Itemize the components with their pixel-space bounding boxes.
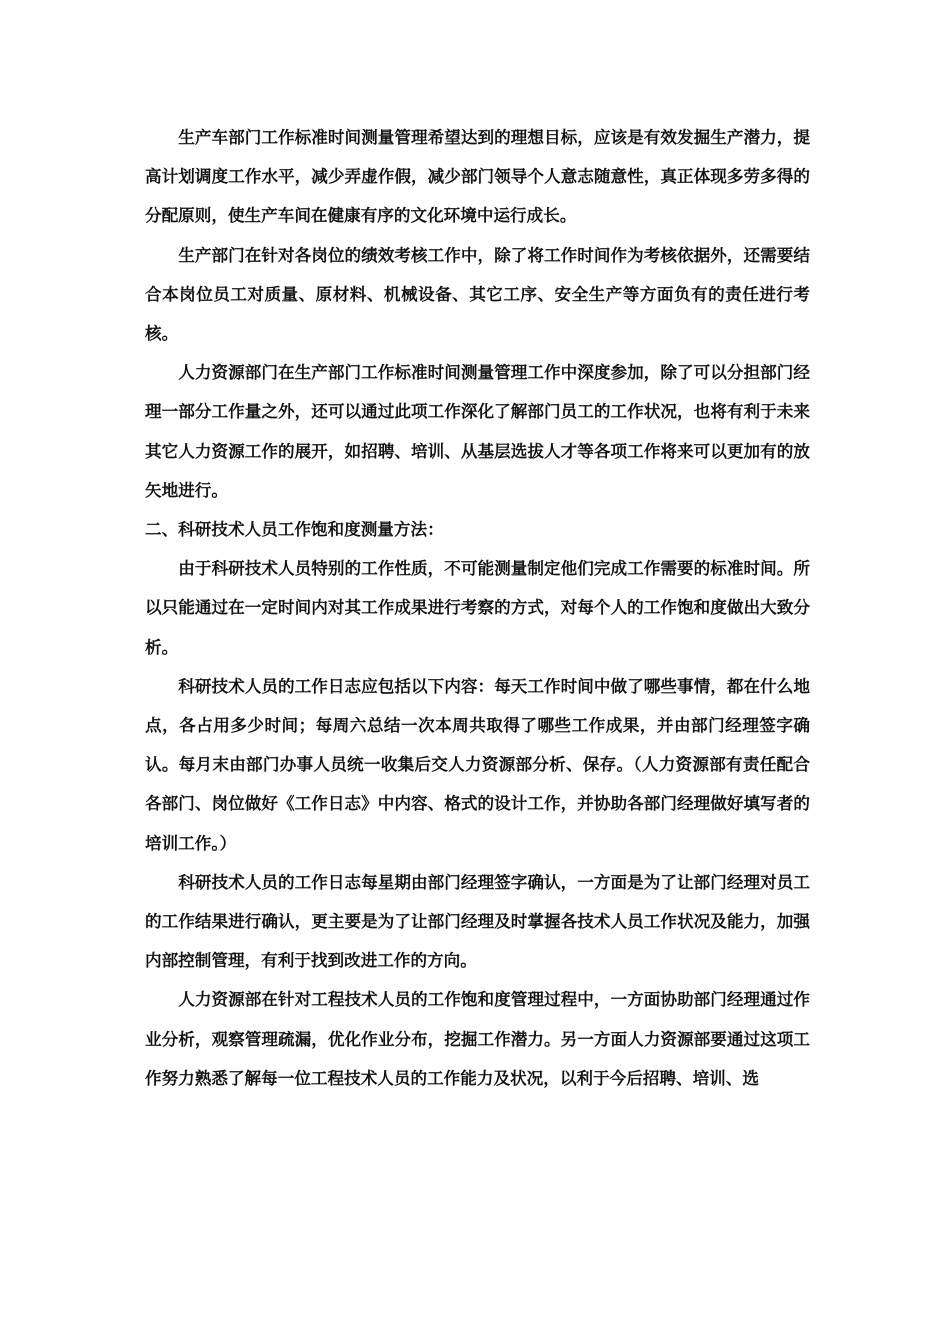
paragraph-production-goal: 生产车部门工作标准时间测量管理希望达到的理想目标，应该是有效发掘生产潜力，提高计划调度工作水平，减少弄虚作假，减少部门领导个人意志随意性，真正体现多劳多得的分配原则，使生产车间在健康有序的文化环境中运行成长。	[145, 127, 810, 226]
paragraph-performance-review: 生产部门在针对各岗位的绩效考核工作中，除了将工作时间作为考核依据外，还需要结合本岗位员工对质量、原材料、机械设备、其它工序、安全生产等方面负有的责任进行考核。	[145, 244, 810, 344]
section-heading-research-staff: 二、科研技术人员工作饱和度测量方法：	[145, 519, 444, 540]
paragraph-hr-participation: 人力资源部门在生产部门工作标准时间测量管理工作中深度参加，除了可以分担部门经理一部分工作量之外，还可以通过此项工作深化了解部门员工的工作状况，也将有利于未来其它人力资源工作的展开，如招聘、培训、从基层选拔人才等各项工作将来可以更加有的放矢地进行。	[145, 362, 810, 500]
paragraph-research-nature: 由于科研技术人员特别的工作性质，不可能测量制定他们完成工作需要的标准时间。所以只能通过在一定时间内对其工作成果进行考察的方式，对每个人的工作饱和度做出大致分析。	[145, 558, 810, 657]
paragraph-hr-saturation-management: 人力资源部在针对工程技术人员的工作饱和度管理过程中，一方面协助部门经理通过作业分析，观察管理疏漏，优化作业分布，挖掘工作潜力。另一方面人力资源部要通过这项工作努力熟悉了解每一位工程技术人员的工作能力及状况，以利于今后招聘、培训、选	[145, 989, 810, 1088]
document-body	[145, 118, 810, 1098]
paragraph-work-log-confirmation: 科研技术人员的工作日志每星期由部门经理签字确认，一方面是为了让部门经理对员工的工作结果进行确认，更主要是为了让部门经理及时掌握各技术人员工作状况及能力，加强内部控制管理，有利于找到改进工作的方向。	[145, 871, 810, 971]
paragraph-work-log-content: 科研技术人员的工作日志应包括以下内容：每天工作时间中做了哪些事情，都在什么地点，各占用多少时间；每周六总结一次本周共取得了哪些工作成果，并由部门经理签字确认。每月末由部门办事人员统一收集后交人力资源部分析、保存。（人力资源部有责任配合各部门、岗位做好《工作日志》中内容、格式的设计工作，并协助各部门经理做好填写者的培训工作。）	[145, 675, 810, 853]
